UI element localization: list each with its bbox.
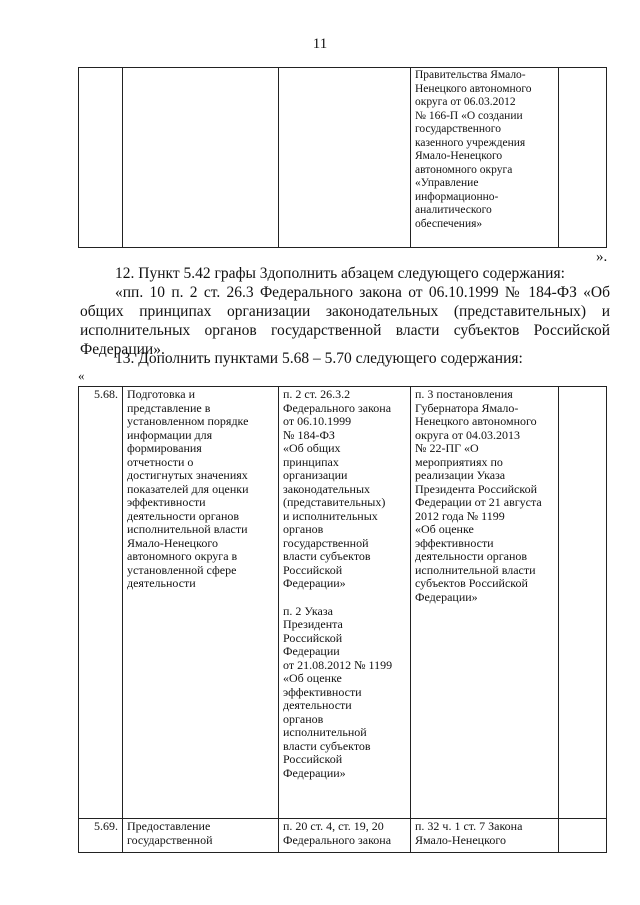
presidential-decree-reference: п. 2 Указа Президента Российской Федерации от 21.08.2012 № 1199 «Об оценке эффективности деятельности органов исполнительной власти субъектов Российской Федерации» <box>283 603 393 780</box>
row-federal-basis <box>279 387 411 819</box>
cell-number <box>79 68 123 248</box>
row-extra <box>559 819 607 853</box>
row-description: Предоставление государственной <box>123 819 279 853</box>
spacer <box>283 591 406 605</box>
main-table <box>78 386 607 853</box>
paragraph-12-title: 12. Пункт 5.42 графы 3дополнить абзацем следующего содержания: <box>115 265 565 282</box>
row-number: 5.68. <box>79 387 123 819</box>
continuation-table <box>78 67 607 248</box>
row-regional-basis: п. 32 ч. 1 ст. 7 Закона Ямало-Ненецкого <box>411 819 559 853</box>
row-regional-basis: п. 3 постановления Губернатора Ямало- Ненецкого автономного округа от 04.03.2013 № 22-ПГ «О мероприятиях по реализации Указа Президента Российской Федерации от 21 августа 2012 года № 1199 «Об оценке эффективности деятельности органов исполнительной власти субъектов Российской Федерации» <box>411 387 559 819</box>
cell-extra <box>559 68 607 248</box>
closing-quote: ». <box>596 249 608 265</box>
row-description: Подготовка и представление в установленном порядке информации для формирования отчетности о достигнутых значениях показателей для оценки эффективности деятельности органов исполнительной власти Ямало-Ненецкого автономного округа в установленной сфере деятельности <box>123 387 279 819</box>
table-row-5-68 <box>79 387 607 819</box>
cell-federal-basis <box>279 68 411 248</box>
table-row <box>79 68 607 248</box>
cell-description <box>123 68 279 248</box>
row-extra <box>559 387 607 819</box>
paragraph-12-body: «пп. 10 п. 2 ст. 26.3 Федерального закона от 06.10.1999 № 184-ФЗ «Об общих принципах организации законодательных (представительных) и исполнительных органов государственной власти субъектов Российской Федерации». <box>80 284 610 358</box>
row-federal-basis: п. 20 ст. 4, ст. 19, 20 Федерального закона <box>279 819 411 853</box>
paragraph-13-title: 13. Дополнить пунктами 5.68 – 5.70 следующего содержания: <box>115 350 523 367</box>
row-number: 5.69. <box>79 819 123 853</box>
federal-law-reference: п. 2 ст. 26.3.2 Федерального закона от 06.10.1999 № 184-ФЗ «Об общих принципах организации законодательных (представительных) и исполнительных органов государственной власти субъектов Российской Федерации» <box>283 387 392 590</box>
page-number: 11 <box>312 36 328 52</box>
opening-quote: « <box>78 368 85 383</box>
cell-regional-basis: Правительства Ямало- Ненецкого автономного округа от 06.03.2012 № 166-П «О создании государственного казенного учреждения Ямало-Ненецкого автономного округа «Управление информационно- аналитического обеспечения» <box>411 68 559 248</box>
table-row-5-69 <box>79 819 607 853</box>
